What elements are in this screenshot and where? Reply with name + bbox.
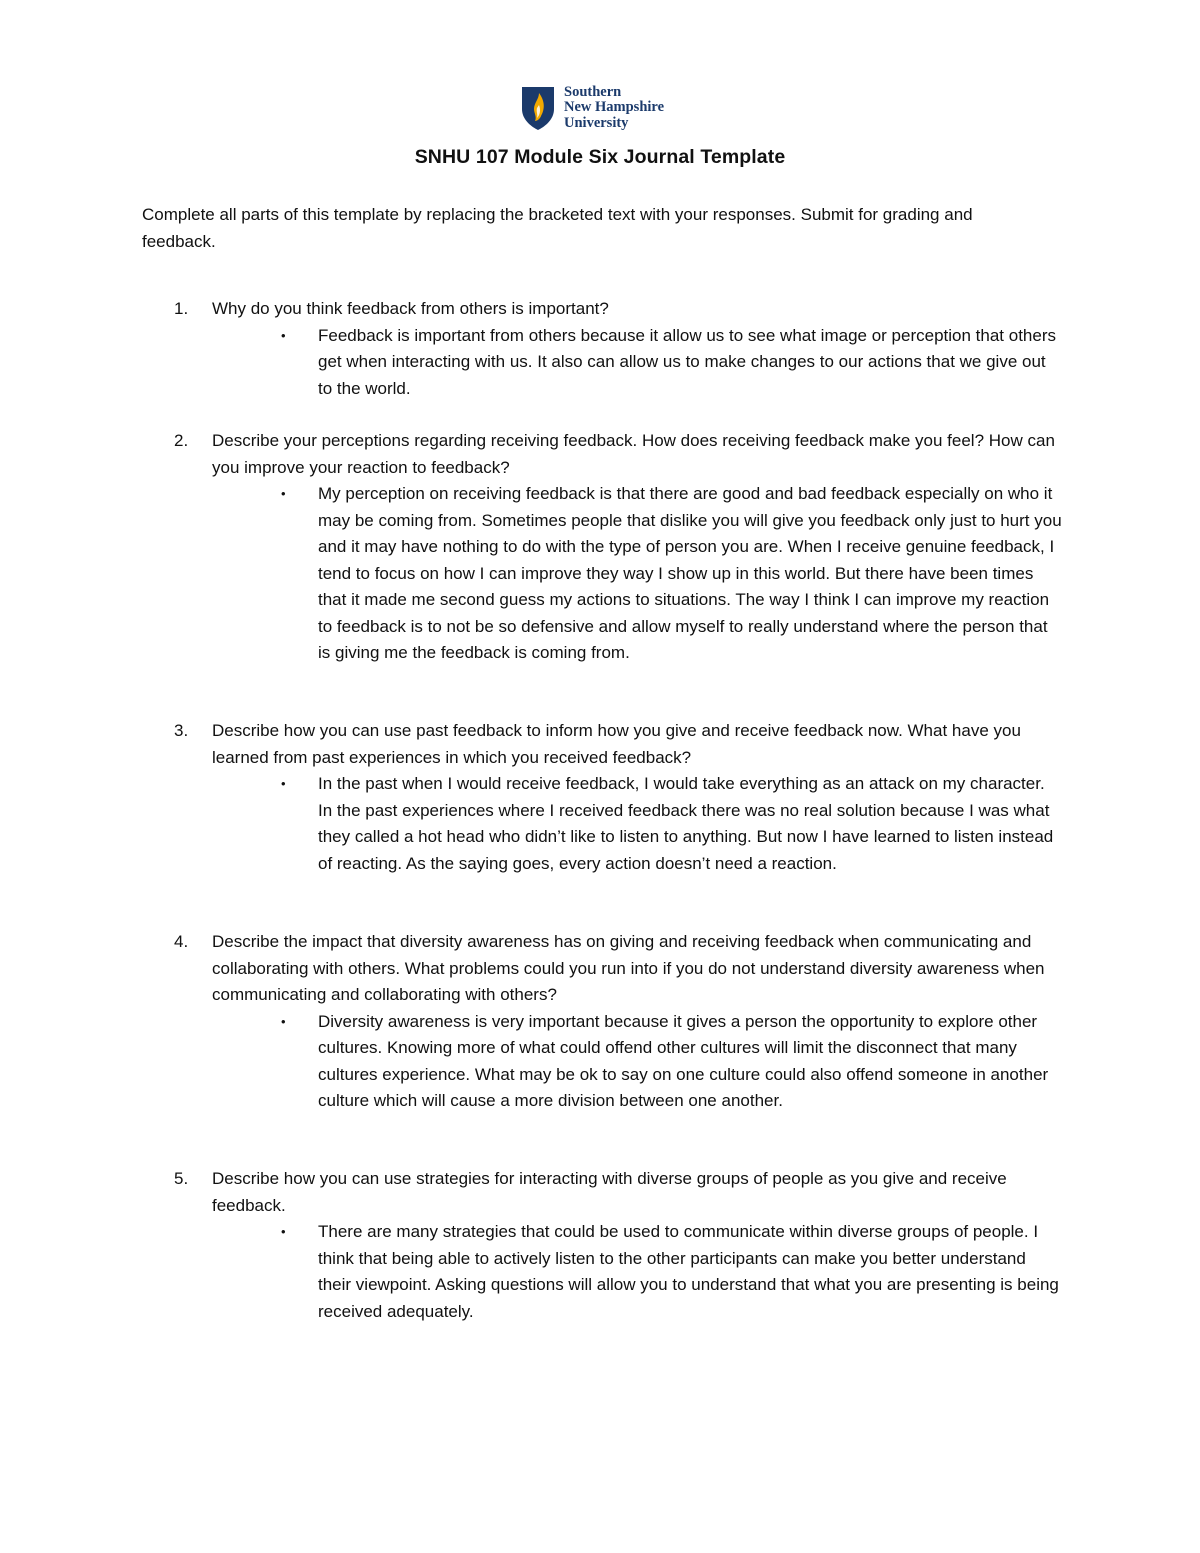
question-number: 1.: [174, 299, 189, 318]
question-text: Describe how you can use strategies for interacting with diverse groups of people as you give and receive feedback.: [212, 1169, 1007, 1215]
question-number: 4.: [174, 932, 189, 951]
bullet-icon: •: [281, 486, 286, 501]
document-title: SNHU 107 Module Six Journal Template: [414, 146, 786, 168]
question-text: Why do you think feedback from others is important?: [212, 299, 609, 318]
logo-line-1: Southern: [564, 83, 622, 100]
answer-text: My perception on receiving feedback is that there are good and bad feedback especially on who it may be coming from. Sometimes people that dislike you will give you feedback only just to hurt you and it may have nothing to do with the type of person you are. When I receive genuine feedback, I tend to focus on how I can improve they way I show up in this world. But there have been times that it made me second guess my actions to situations. The way I think I can improve my reaction to feedback is to not be so defensive and allow myself to really understand where the person that is giving me the feedback is coming from.: [318, 484, 1062, 662]
bullet-icon: •: [281, 1224, 286, 1239]
bullet-icon: •: [281, 1013, 286, 1029]
logo-wordmark: [564, 85, 664, 132]
logo-line-3: University: [564, 114, 629, 131]
logo-line-2: New Hampshire: [564, 99, 665, 116]
university-logo: [520, 82, 664, 134]
shield-flame-icon: [520, 85, 556, 131]
question-text: Describe how you can use past feedback to inform how you give and receive feedback now. What have you learned from past experiences in which you received feedback?: [212, 721, 1021, 767]
question-number: 5.: [174, 1169, 189, 1188]
question-number: 2.: [174, 431, 189, 450]
question-number: 3.: [174, 721, 189, 740]
intro-paragraph: Complete all parts of this template by replacing the bracketed text with your responses. Submit for grading and feedback.: [142, 205, 973, 251]
bullet-icon: •: [281, 776, 286, 791]
answer-text: Diversity awareness is very important because it gives a person the opportunity to explore other cultures. Knowing more of what could offend other cultures will limit the disconnect that many cultures experience. What may be ok to say on one culture could also offend someone in another culture which will cause a more division between one another.: [318, 1011, 1049, 1110]
question-text: Describe your perceptions regarding receiving feedback. How does receiving feedback make you feel? How can you improve your reaction to feedback?: [212, 431, 1055, 477]
bullet-icon: •: [281, 327, 286, 343]
answer-text: Feedback is important from others because it allow us to see what image or perception that others get when interacting with us. It also can allow us to make changes to our actions that we give out to the world.: [318, 325, 1056, 398]
answer-text: In the past when I would receive feedback, I would take everything as an attack on my character. In the past experiences where I received feedback there was no real solution because I was what they called a hot head who didn’t like to listen to anything. But now I have learned to listen instead of reacting. As the saying goes, every action doesn’t need a reaction.: [318, 774, 1054, 873]
answer-text: There are many strategies that could be used to communicate within diverse groups of people. I think that being able to actively listen to the other participants can make you better understand their viewpoint. Asking questions will allow you to understand that what you are presenting is being received adequately.: [318, 1222, 1059, 1321]
question-text: Describe the impact that diversity awareness has on giving and receiving feedback when communicating and collaborating with others. What problems could you run into if you do not understand diversity awareness when communicating and collaborating with others?: [212, 932, 1045, 1004]
